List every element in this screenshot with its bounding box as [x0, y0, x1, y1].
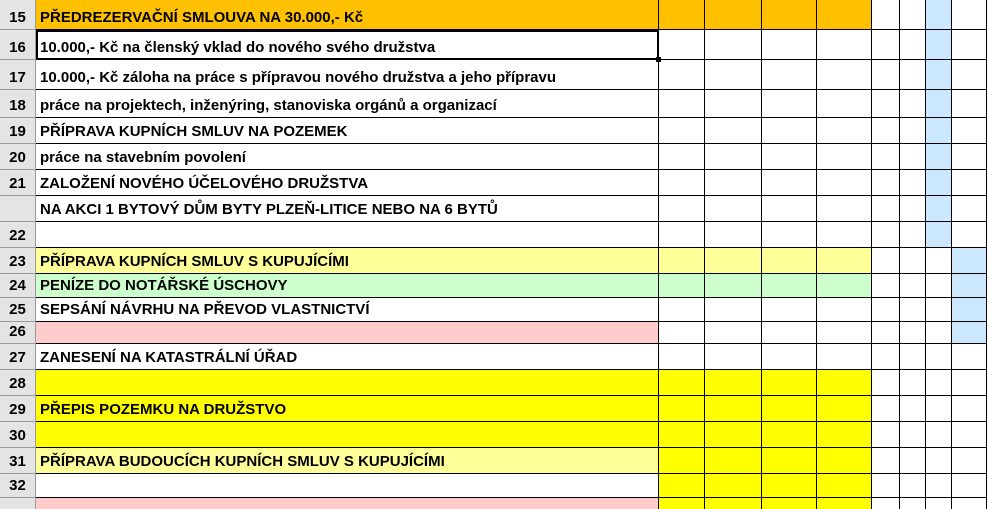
- task-cell[interactable]: [36, 370, 659, 396]
- timeline-cell[interactable]: [952, 274, 987, 298]
- timeline-cell[interactable]: [705, 248, 762, 274]
- timeline-cell[interactable]: [762, 30, 817, 60]
- timeline-cell[interactable]: [705, 298, 762, 322]
- timeline-cell[interactable]: [900, 498, 926, 509]
- row-header[interactable]: [0, 144, 36, 170]
- timeline-cell[interactable]: [659, 274, 705, 298]
- timeline-cell[interactable]: [926, 498, 952, 509]
- timeline-cell[interactable]: [872, 0, 900, 30]
- timeline-cell[interactable]: [900, 60, 926, 90]
- timeline-cell[interactable]: [705, 60, 762, 90]
- timeline-cell[interactable]: [762, 248, 817, 274]
- timeline-cell[interactable]: [762, 0, 817, 30]
- timeline-cell[interactable]: [817, 0, 872, 30]
- timeline-cell[interactable]: [900, 248, 926, 274]
- timeline-cell[interactable]: [900, 90, 926, 118]
- timeline-cell[interactable]: [817, 30, 872, 60]
- timeline-cell[interactable]: [900, 222, 926, 248]
- timeline-cell[interactable]: [659, 30, 705, 60]
- row-header[interactable]: [0, 90, 36, 118]
- timeline-cell[interactable]: [952, 474, 987, 498]
- timeline-cell[interactable]: [817, 60, 872, 90]
- row-number: 27: [9, 349, 26, 366]
- timeline-cell[interactable]: [926, 60, 952, 90]
- timeline-cell[interactable]: [705, 0, 762, 30]
- row-number: 32: [9, 477, 26, 494]
- timeline-cell[interactable]: [705, 474, 762, 498]
- timeline-cell[interactable]: [872, 30, 900, 60]
- timeline-cell[interactable]: [705, 322, 762, 344]
- timeline-cell[interactable]: [705, 170, 762, 196]
- timeline-cell[interactable]: [926, 274, 952, 298]
- row-header[interactable]: [0, 298, 36, 322]
- task-cell[interactable]: [36, 498, 659, 509]
- timeline-cell[interactable]: [705, 498, 762, 509]
- timeline-cell[interactable]: [872, 474, 900, 498]
- timeline-cell[interactable]: [900, 396, 926, 422]
- timeline-cell[interactable]: [817, 170, 872, 196]
- timeline-cell[interactable]: [705, 222, 762, 248]
- timeline-cell[interactable]: [659, 322, 705, 344]
- timeline-cell[interactable]: [762, 118, 817, 144]
- timeline-cell[interactable]: [659, 396, 705, 422]
- table-row: [0, 222, 987, 248]
- task-cell[interactable]: [36, 396, 659, 422]
- task-cell[interactable]: [36, 474, 659, 498]
- task-text: PŘÍPRAVA BUDOUCÍCH KUPNÍCH SMLUV S KUPUJÍCÍMI: [40, 453, 445, 470]
- task-text: práce na projektech, inženýring, stanoviska orgánů a organizací: [40, 97, 497, 114]
- row-number: 25: [9, 301, 26, 318]
- timeline-cell[interactable]: [952, 396, 987, 422]
- timeline-cell[interactable]: [926, 298, 952, 322]
- timeline-cell[interactable]: [762, 344, 817, 370]
- timeline-cell[interactable]: [817, 370, 872, 396]
- timeline-cell[interactable]: [872, 422, 900, 448]
- task-text: práce na stavebním povolení: [40, 149, 246, 166]
- timeline-cell[interactable]: [900, 298, 926, 322]
- row-number: 24: [9, 277, 26, 294]
- row-header[interactable]: [0, 498, 36, 509]
- task-text: PŘEDREZERVAČNÍ SMLOUVA NA 30.000,- Kč: [40, 9, 364, 26]
- timeline-cell[interactable]: [817, 344, 872, 370]
- task-cell[interactable]: [36, 30, 659, 60]
- timeline-cell[interactable]: [872, 298, 900, 322]
- timeline-cell[interactable]: [705, 144, 762, 170]
- task-text: SEPSÁNÍ NÁVRHU NA PŘEVOD VLASTNICTVÍ: [40, 301, 370, 318]
- timeline-cell[interactable]: [817, 274, 872, 298]
- table-row: [0, 298, 987, 322]
- timeline-cell[interactable]: [817, 474, 872, 498]
- timeline-cell[interactable]: [872, 196, 900, 222]
- table-row: [0, 448, 987, 474]
- task-text: PŘÍPRAVA KUPNÍCH SMLUV NA POZEMEK: [40, 123, 348, 140]
- timeline-cell[interactable]: [900, 422, 926, 448]
- timeline-cell[interactable]: [817, 196, 872, 222]
- timeline-cell[interactable]: [762, 144, 817, 170]
- timeline-cell[interactable]: [659, 298, 705, 322]
- timeline-cell[interactable]: [952, 322, 987, 344]
- row-header[interactable]: [0, 170, 36, 196]
- timeline-cell[interactable]: [659, 0, 705, 30]
- timeline-cell[interactable]: [817, 422, 872, 448]
- row-number: 29: [9, 401, 26, 418]
- timeline-cell[interactable]: [900, 274, 926, 298]
- row-header[interactable]: [0, 196, 36, 222]
- timeline-cell[interactable]: [705, 118, 762, 144]
- row-number: 30: [9, 427, 26, 444]
- timeline-cell[interactable]: [872, 370, 900, 396]
- timeline-cell[interactable]: [659, 344, 705, 370]
- timeline-cell[interactable]: [952, 344, 987, 370]
- timeline-cell[interactable]: [817, 248, 872, 274]
- timeline-cell[interactable]: [817, 322, 872, 344]
- table-row: [0, 322, 987, 344]
- table-row: [0, 396, 987, 422]
- timeline-cell[interactable]: [926, 370, 952, 396]
- timeline-cell[interactable]: [659, 170, 705, 196]
- timeline-cell[interactable]: [926, 170, 952, 196]
- table-row: [0, 196, 987, 222]
- row-number: 18: [9, 97, 26, 114]
- timeline-cell[interactable]: [900, 0, 926, 30]
- row-header[interactable]: [0, 274, 36, 298]
- table-row: [0, 0, 987, 30]
- row-header[interactable]: [0, 0, 36, 30]
- task-cell[interactable]: [36, 144, 659, 170]
- timeline-cell[interactable]: [762, 370, 817, 396]
- task-cell[interactable]: [36, 90, 659, 118]
- task-cell[interactable]: [36, 448, 659, 474]
- row-header[interactable]: [0, 30, 36, 60]
- task-cell[interactable]: [36, 344, 659, 370]
- timeline-cell[interactable]: [762, 274, 817, 298]
- row-number: 15: [9, 9, 26, 26]
- task-text: PENÍZE DO NOTÁŘSKÉ ÚSCHOVY: [40, 277, 288, 294]
- row-header[interactable]: [0, 370, 36, 396]
- timeline-cell[interactable]: [926, 196, 952, 222]
- table-row: [0, 474, 987, 498]
- timeline-cell[interactable]: [952, 60, 987, 90]
- timeline-cell[interactable]: [952, 144, 987, 170]
- timeline-cell[interactable]: [872, 448, 900, 474]
- task-cell[interactable]: [36, 0, 659, 30]
- timeline-cell[interactable]: [900, 448, 926, 474]
- table-row: [0, 170, 987, 196]
- timeline-cell[interactable]: [762, 422, 817, 448]
- table-row: [0, 90, 987, 118]
- row-number: 19: [9, 123, 26, 140]
- timeline-cell[interactable]: [872, 60, 900, 90]
- task-cell[interactable]: [36, 60, 659, 90]
- timeline-cell[interactable]: [900, 322, 926, 344]
- timeline-cell[interactable]: [872, 248, 900, 274]
- timeline-cell[interactable]: [762, 170, 817, 196]
- timeline-cell[interactable]: [872, 344, 900, 370]
- timeline-cell[interactable]: [872, 90, 900, 118]
- timeline-cell[interactable]: [762, 298, 817, 322]
- row-number: 21: [9, 175, 26, 192]
- timeline-cell[interactable]: [900, 474, 926, 498]
- timeline-cell[interactable]: [817, 144, 872, 170]
- timeline-cell[interactable]: [926, 344, 952, 370]
- timeline-cell[interactable]: [659, 370, 705, 396]
- timeline-cell[interactable]: [926, 144, 952, 170]
- task-cell[interactable]: [36, 274, 659, 298]
- timeline-cell[interactable]: [762, 498, 817, 509]
- timeline-cell[interactable]: [659, 144, 705, 170]
- table-row: [0, 30, 987, 60]
- task-text: PŘEPIS POZEMKU NA DRUŽSTVO: [40, 401, 287, 418]
- table-row: [0, 60, 987, 90]
- timeline-cell[interactable]: [659, 248, 705, 274]
- timeline-cell[interactable]: [952, 370, 987, 396]
- timeline-cell[interactable]: [952, 170, 987, 196]
- task-cell[interactable]: [36, 422, 659, 448]
- task-cell[interactable]: [36, 248, 659, 274]
- timeline-cell[interactable]: [900, 144, 926, 170]
- task-text: 10.000,- Kč záloha na práce s přípravou nového družstva a jeho přípravu: [40, 69, 556, 86]
- timeline-cell[interactable]: [762, 90, 817, 118]
- timeline-cell[interactable]: [900, 344, 926, 370]
- row-header[interactable]: [0, 396, 36, 422]
- timeline-cell[interactable]: [926, 222, 952, 248]
- timeline-cell[interactable]: [705, 448, 762, 474]
- row-header[interactable]: [0, 118, 36, 144]
- timeline-cell[interactable]: [952, 448, 987, 474]
- row-header[interactable]: [0, 322, 36, 344]
- timeline-cell[interactable]: [659, 474, 705, 498]
- timeline-cell[interactable]: [817, 498, 872, 509]
- task-cell[interactable]: [36, 170, 659, 196]
- timeline-cell[interactable]: [900, 118, 926, 144]
- timeline-cell[interactable]: [705, 370, 762, 396]
- timeline-cell[interactable]: [762, 222, 817, 248]
- timeline-cell[interactable]: [705, 396, 762, 422]
- timeline-cell[interactable]: [926, 90, 952, 118]
- timeline-cell[interactable]: [926, 322, 952, 344]
- fill-handle[interactable]: [656, 57, 661, 62]
- timeline-cell[interactable]: [872, 274, 900, 298]
- timeline-cell[interactable]: [952, 422, 987, 448]
- timeline-cell[interactable]: [926, 396, 952, 422]
- row-number: 16: [9, 39, 26, 56]
- table-row: [0, 498, 987, 509]
- timeline-cell[interactable]: [659, 196, 705, 222]
- timeline-cell[interactable]: [872, 170, 900, 196]
- timeline-cell[interactable]: [872, 498, 900, 509]
- table-row: [0, 344, 987, 370]
- table-row: [0, 118, 987, 144]
- timeline-cell[interactable]: [900, 196, 926, 222]
- timeline-cell[interactable]: [817, 448, 872, 474]
- timeline-cell[interactable]: [926, 30, 952, 60]
- timeline-cell[interactable]: [952, 248, 987, 274]
- timeline-cell[interactable]: [926, 248, 952, 274]
- timeline-cell[interactable]: [659, 90, 705, 118]
- timeline-cell[interactable]: [952, 196, 987, 222]
- timeline-cell[interactable]: [926, 0, 952, 30]
- timeline-cell[interactable]: [762, 396, 817, 422]
- row-number: 22: [9, 227, 26, 244]
- task-text: NA AKCI 1 BYTOVÝ DŮM BYTY PLZEŇ-LITICE NEBO NA 6 BYTŮ: [40, 201, 498, 218]
- timeline-cell[interactable]: [872, 144, 900, 170]
- timeline-cell[interactable]: [705, 90, 762, 118]
- timeline-cell[interactable]: [659, 118, 705, 144]
- row-header[interactable]: [0, 448, 36, 474]
- timeline-cell[interactable]: [659, 448, 705, 474]
- task-cell[interactable]: [36, 196, 659, 222]
- row-number: 20: [9, 149, 26, 166]
- table-row: [0, 274, 987, 298]
- timeline-cell[interactable]: [817, 298, 872, 322]
- timeline-cell[interactable]: [762, 322, 817, 344]
- row-header[interactable]: [0, 222, 36, 248]
- row-number: 23: [9, 253, 26, 270]
- row-header[interactable]: [0, 344, 36, 370]
- timeline-cell[interactable]: [762, 196, 817, 222]
- timeline-cell[interactable]: [926, 474, 952, 498]
- task-text: 10.000,- Kč na členský vklad do nového svého družstva: [40, 39, 436, 56]
- timeline-cell[interactable]: [762, 474, 817, 498]
- timeline-cell[interactable]: [900, 170, 926, 196]
- timeline-cell[interactable]: [952, 298, 987, 322]
- timeline-cell[interactable]: [659, 422, 705, 448]
- timeline-cell[interactable]: [952, 498, 987, 509]
- table-row: [0, 422, 987, 448]
- timeline-cell[interactable]: [705, 422, 762, 448]
- timeline-cell[interactable]: [705, 274, 762, 298]
- timeline-cell[interactable]: [872, 396, 900, 422]
- timeline-cell[interactable]: [952, 118, 987, 144]
- row-header[interactable]: [0, 474, 36, 498]
- row-number: 31: [9, 453, 26, 470]
- task-cell[interactable]: [36, 222, 659, 248]
- task-text: PŘÍPRAVA KUPNÍCH SMLUV S KUPUJÍCÍMI: [40, 253, 349, 270]
- timeline-cell[interactable]: [872, 322, 900, 344]
- timeline-cell[interactable]: [817, 90, 872, 118]
- timeline-cell[interactable]: [900, 370, 926, 396]
- timeline-cell[interactable]: [952, 0, 987, 30]
- timeline-cell[interactable]: [900, 30, 926, 60]
- timeline-cell[interactable]: [952, 90, 987, 118]
- timeline-cell[interactable]: [817, 118, 872, 144]
- timeline-cell[interactable]: [762, 448, 817, 474]
- task-cell[interactable]: [36, 298, 659, 322]
- timeline-cell[interactable]: [705, 30, 762, 60]
- timeline-cell[interactable]: [659, 222, 705, 248]
- timeline-cell[interactable]: [817, 396, 872, 422]
- row-header[interactable]: [0, 60, 36, 90]
- row-number: 28: [9, 375, 26, 392]
- timeline-cell[interactable]: [659, 498, 705, 509]
- timeline-cell[interactable]: [952, 30, 987, 60]
- timeline-cell[interactable]: [926, 422, 952, 448]
- table-row: [0, 248, 987, 274]
- table-row: [0, 144, 987, 170]
- timeline-cell[interactable]: [762, 60, 817, 90]
- row-header[interactable]: [0, 248, 36, 274]
- task-cell[interactable]: [36, 322, 659, 344]
- timeline-cell[interactable]: [659, 60, 705, 90]
- timeline-cell[interactable]: [872, 118, 900, 144]
- timeline-cell[interactable]: [872, 222, 900, 248]
- timeline-cell[interactable]: [705, 344, 762, 370]
- timeline-cell[interactable]: [817, 222, 872, 248]
- row-number: 17: [9, 69, 26, 86]
- task-text: ZANESENÍ NA KATASTRÁLNÍ ÚŘAD: [40, 349, 298, 366]
- task-text: ZALOŽENÍ NOVÉHO ÚČELOVÉHO DRUŽSTVA: [40, 175, 369, 192]
- table-row: [0, 370, 987, 396]
- task-cell[interactable]: [36, 118, 659, 144]
- timeline-cell[interactable]: [926, 118, 952, 144]
- timeline-cell[interactable]: [705, 196, 762, 222]
- row-header[interactable]: [0, 422, 36, 448]
- timeline-cell[interactable]: [926, 448, 952, 474]
- row-number: 26: [9, 323, 26, 340]
- timeline-cell[interactable]: [952, 222, 987, 248]
